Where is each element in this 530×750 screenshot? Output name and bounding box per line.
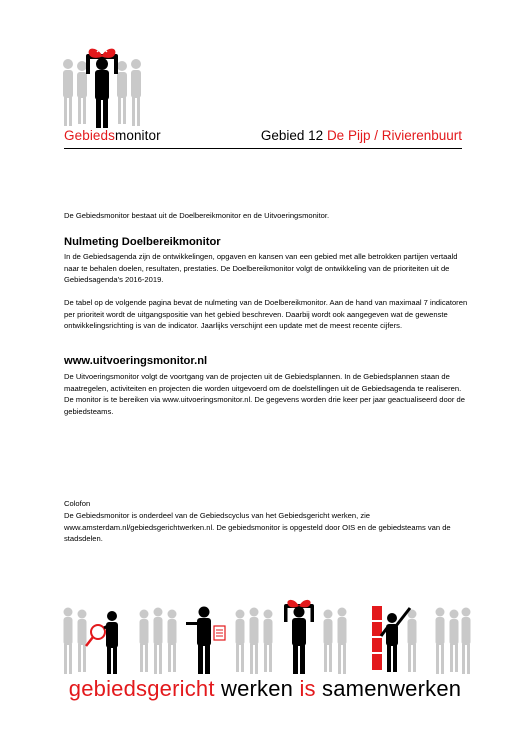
colofon-paragraph: De Gebiedsmonitor is onderdeel van de Gebiedscyclus van het Gebiedsgericht werken, zie www.amsterdam.nl/gebiedsgerichtwerken.nl. De gebiedsmonitor is opgesteld door OIS en de gebiedsteams van de stadsdelen. xyxy=(64,511,451,544)
area-title: Gebied 12 De Pijp / Rivierenbuurt xyxy=(260,128,462,143)
figure-with-heart-icon xyxy=(284,600,314,674)
nulmeting-paragraph-2: De tabel op de volgende pagina bevat de nulmeting van de Doelbereikmonitor. Aan de hand van maximaal 7 indicatoren per prioriteit wordt de uitgangspositie van het gebied beschreven. Daarbij wordt ook aangegeven wat de gewenste ontwikkelingsrichting is van de indicator. Jaarlijks verschijnt een update met de meest recente cijfers. xyxy=(64,298,468,331)
document-icon xyxy=(186,607,225,675)
magnifier-icon xyxy=(86,611,118,674)
header-divider xyxy=(64,148,462,149)
uitvoering-paragraph: De Uitvoeringsmonitor volgt de voortgang van de projecten uit de Gebiedsplannen. In de Gebiedsplannen staan de maatregelen, activiteiten en projecten die worden uitgevoerd om de doelstellingen uit de Gebiedsagenda te realiseren. De monitor is te bereiken via www.uitvoeringsmonitor.nl. De gegevens worden drie keer per jaar geactualiseerd door de gebiedsteams. xyxy=(64,372,465,416)
colofon-heading: Colofon xyxy=(64,499,91,508)
section-heading-nulmeting: Nulmeting Doelbereikmonitor xyxy=(64,236,221,248)
pointing-figure-icon xyxy=(372,606,410,672)
intro-text: De Gebiedsmonitor bestaat uit de Doelbereikmonitor en de Uitvoeringsmonitor. xyxy=(64,211,330,220)
section-heading-uitvoeringsmonitor[interactable]: www.uitvoeringsmonitor.nl xyxy=(64,355,208,367)
footer-slogan: gebiedsgericht werken is samenwerken xyxy=(68,676,462,701)
brand-title: Gebiedsmonitor xyxy=(64,128,161,143)
figure-with-heart-icon xyxy=(56,36,146,136)
people-illustration xyxy=(60,598,472,678)
grey-figures xyxy=(64,608,471,675)
nulmeting-paragraph-1: In de Gebiedsagenda zijn de ontwikkelingen, opgaven en kansen van een gebied met alle betrokken partijen vertaald naar te behalen doelen, resultaten, prestaties. De Doelbereikmonitor volgt de ontwikkeling van de prioriteiten uit de Gebiedsagenda's 2016-2019. xyxy=(64,252,458,285)
